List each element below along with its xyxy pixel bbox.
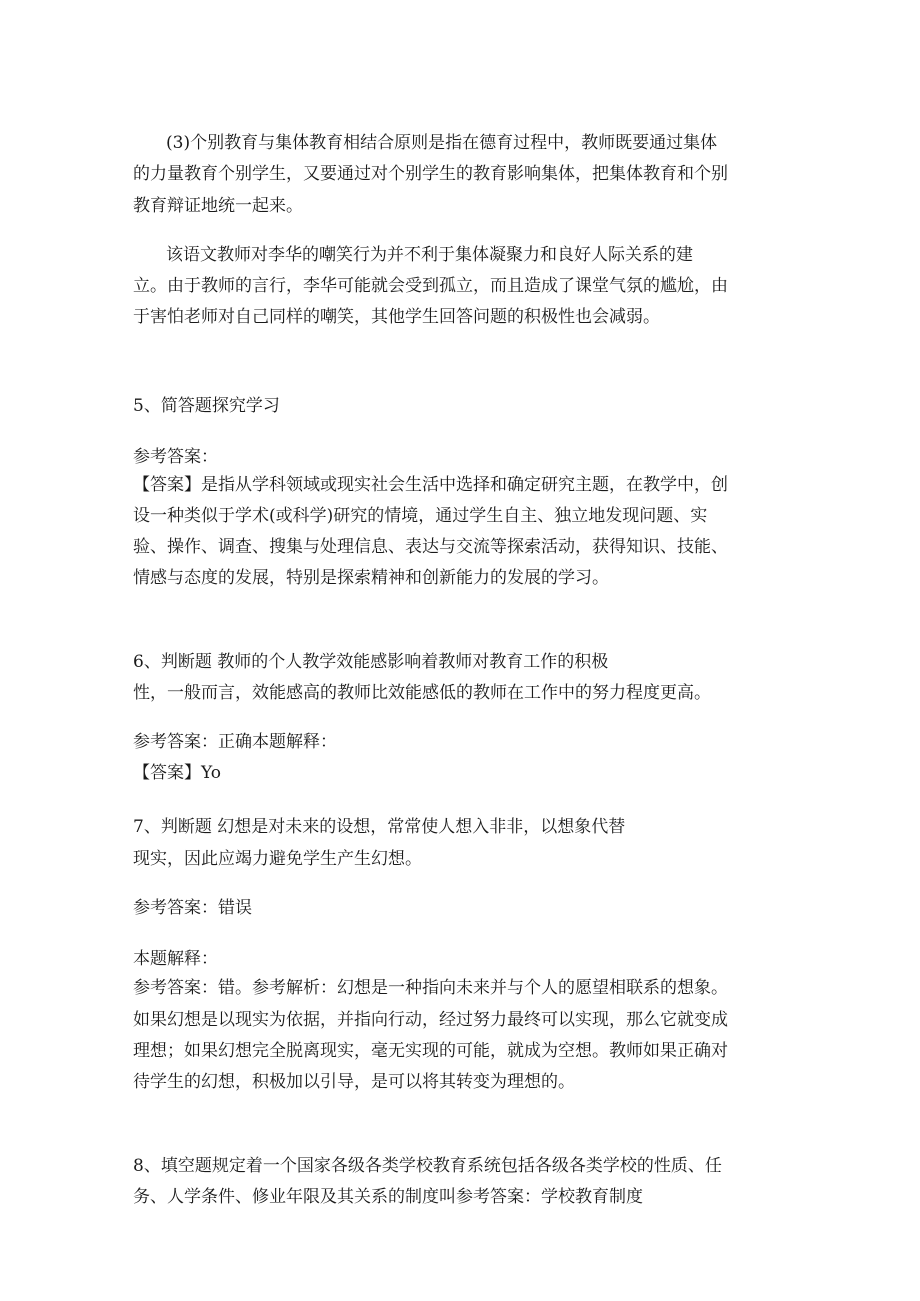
- q8-line-2: 务、人学条件、修业年限及其关系的制度叫参考答案：学校教育制度: [133, 1187, 643, 1207]
- q6-answer: 【答案】Yo: [133, 763, 221, 783]
- analysis-line-3: 于害怕老师对自己同样的嘲笑，其他学生回答问题的积极性也会减弱。: [133, 307, 660, 327]
- q7-explain-label: 本题解释：: [133, 949, 218, 969]
- q5-title: 5、简答题探究学习: [133, 396, 280, 416]
- q7-title: 7、判断题 幻想是对未来的设想，常常使人想入非非，以想象代替: [133, 817, 626, 837]
- q5-answer-line-3: 验、操作、调查、搜集与处理信息、表达与交流等探索活动，获得知识、技能、: [133, 537, 728, 557]
- q8-line-1: 8、填空题规定着一个国家各级各类学校教育系统包括各级各类学校的性质、任: [133, 1156, 722, 1176]
- q5-ref-label: 参考答案：: [133, 447, 218, 467]
- q6-ref: 参考答案：正确本题解释：: [133, 732, 337, 752]
- q7-explain-line-1: 参考答案：错。参考解析：幻想是一种指向未来并与个人的愿望相联系的想象。: [133, 978, 728, 998]
- principle-line-2: 的力量教育个别学生，又要通过对个别学生的教育影响集体，把集体教育和个别: [133, 164, 728, 184]
- q5-answer-line-2: 设一种类似于学术(或科学)研究的情境，通过学生自主、独立地发现问题、实: [133, 506, 708, 526]
- q7-explain-line-4: 待学生的幻想，积极加以引导，是可以将其转变为理想的。: [133, 1072, 575, 1092]
- analysis-line-1: 该语文教师对李华的嘲笑行为并不利于集体凝聚力和良好人际关系的建: [166, 245, 693, 265]
- q7-ref: 参考答案：错误: [133, 898, 252, 918]
- q6-title: 6、判断题 教师的个人教学效能感影响着教师对教育工作的积极: [133, 652, 609, 672]
- analysis-line-2: 立。由于教师的言行，李华可能就会受到孤立，而且造成了课堂气氛的尴尬，由: [133, 276, 728, 296]
- q5-answer-line-4: 情感与态度的发展，特别是探索精神和创新能力的发展的学习。: [133, 568, 609, 588]
- principle-line-1: (3)个别教育与集体教育相结合原则是指在德育过程中，教师既要通过集体: [166, 133, 718, 153]
- q7-title-cont: 现实，因此应竭力避免学生产生幻想。: [133, 849, 422, 869]
- q7-explain-line-2: 如果幻想是以现实为依据，并指向行动，经过努力最终可以实现，那么它就变成: [133, 1010, 728, 1030]
- q6-title-cont: 性，一般而言，效能感高的教师比效能感低的教师在工作中的努力程度更高。: [133, 683, 711, 703]
- principle-line-3: 教育辩证地统一起来。: [133, 196, 303, 216]
- q5-answer-line-1: 【答案】是指从学科领域或现实社会生活中选择和确定研究主题，在教学中，创: [133, 475, 728, 495]
- q7-explain-line-3: 理想；如果幻想完全脱离现实，毫无实现的可能，就成为空想。教师如果正确对: [133, 1041, 728, 1061]
